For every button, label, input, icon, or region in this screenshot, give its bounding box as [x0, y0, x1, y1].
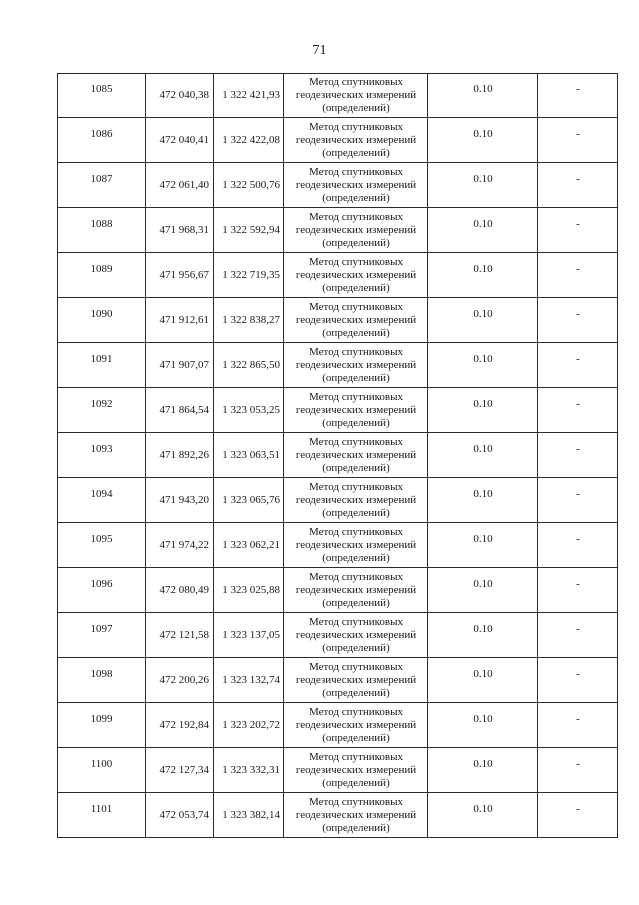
table-row: [57, 208, 618, 253]
y-coordinate-cell: 1 323 062,21: [214, 523, 284, 568]
point-number-cell: 1091: [57, 343, 146, 388]
accuracy-cell: 0.10: [428, 748, 538, 793]
y-coordinate-cell: 1 323 137,05: [214, 613, 284, 658]
y-coordinate-cell: 1 322 865,50: [214, 343, 284, 388]
point-number-cell: 1093: [57, 433, 146, 478]
point-number-cell: 1088: [57, 208, 146, 253]
x-coordinate-cell: 472 192,84: [146, 703, 214, 748]
point-number-cell: 1094: [57, 478, 146, 523]
method-cell: [284, 703, 428, 748]
accuracy-cell: 0.10: [428, 703, 538, 748]
method-text: Метод спутниковых геодезических измерений (определений): [295, 751, 417, 789]
table-row: [57, 793, 618, 838]
method-text: Метод спутниковых геодезических измерений (определений): [295, 166, 417, 204]
note-cell: -: [538, 523, 618, 568]
method-cell: [284, 163, 428, 208]
note-cell: -: [538, 613, 618, 658]
y-coordinate-cell: 1 322 592,94: [214, 208, 284, 253]
method-cell: [284, 793, 428, 838]
note-cell: -: [538, 253, 618, 298]
accuracy-cell: 0.10: [428, 433, 538, 478]
method-cell: [284, 253, 428, 298]
accuracy-cell: 0.10: [428, 568, 538, 613]
x-coordinate-cell: 472 061,40: [146, 163, 214, 208]
point-number-cell: 1096: [57, 568, 146, 613]
point-number-cell: 1100: [57, 748, 146, 793]
method-text: Метод спутниковых геодезических измерений (определений): [295, 301, 417, 339]
table-row: [57, 343, 618, 388]
table-row: [57, 73, 618, 118]
method-text: Метод спутниковых геодезических измерений (определений): [295, 796, 417, 834]
point-number-cell: 1089: [57, 253, 146, 298]
x-coordinate-cell: 472 053,74: [146, 793, 214, 838]
note-cell: -: [538, 748, 618, 793]
x-coordinate-cell: 471 956,67: [146, 253, 214, 298]
note-cell: -: [538, 433, 618, 478]
method-text: Метод спутниковых геодезических измерений (определений): [295, 436, 417, 474]
method-text: Метод спутниковых геодезических измерений (определений): [295, 571, 417, 609]
point-number-cell: 1101: [57, 793, 146, 838]
method-cell: [284, 658, 428, 703]
x-coordinate-cell: 471 907,07: [146, 343, 214, 388]
table-row: [57, 658, 618, 703]
y-coordinate-cell: 1 322 838,27: [214, 298, 284, 343]
method-cell: [284, 433, 428, 478]
accuracy-cell: 0.10: [428, 658, 538, 703]
x-coordinate-cell: 471 968,31: [146, 208, 214, 253]
table-row: [57, 613, 618, 658]
table-row: [57, 163, 618, 208]
table-row: [57, 388, 618, 433]
method-cell: [284, 568, 428, 613]
accuracy-cell: 0.10: [428, 478, 538, 523]
x-coordinate-cell: 471 912,61: [146, 298, 214, 343]
point-number-cell: 1098: [57, 658, 146, 703]
x-coordinate-cell: 472 080,49: [146, 568, 214, 613]
y-coordinate-cell: 1 323 025,88: [214, 568, 284, 613]
method-text: Метод спутниковых геодезических измерений (определений): [295, 346, 417, 384]
method-text: Метод спутниковых геодезических измерений (определений): [295, 616, 417, 654]
method-text: Метод спутниковых геодезических измерений (определений): [295, 481, 417, 519]
x-coordinate-cell: 471 892,26: [146, 433, 214, 478]
x-coordinate-cell: 472 121,58: [146, 613, 214, 658]
method-cell: [284, 118, 428, 163]
method-cell: [284, 298, 428, 343]
note-cell: -: [538, 73, 618, 118]
method-cell: [284, 208, 428, 253]
method-cell: [284, 613, 428, 658]
point-number-cell: 1095: [57, 523, 146, 568]
y-coordinate-cell: 1 323 132,74: [214, 658, 284, 703]
table-row: [57, 703, 618, 748]
accuracy-cell: 0.10: [428, 253, 538, 298]
note-cell: -: [538, 343, 618, 388]
y-coordinate-cell: 1 323 053,25: [214, 388, 284, 433]
y-coordinate-cell: 1 323 065,76: [214, 478, 284, 523]
note-cell: -: [538, 658, 618, 703]
accuracy-cell: 0.10: [428, 613, 538, 658]
accuracy-cell: 0.10: [428, 343, 538, 388]
method-cell: [284, 73, 428, 118]
y-coordinate-cell: 1 322 422,08: [214, 118, 284, 163]
point-number-cell: 1087: [57, 163, 146, 208]
table-row: [57, 118, 618, 163]
y-coordinate-cell: 1 322 719,35: [214, 253, 284, 298]
page-number: 71: [312, 43, 327, 58]
method-text: Метод спутниковых геодезических измерений (определений): [295, 706, 417, 744]
note-cell: -: [538, 568, 618, 613]
method-cell: [284, 523, 428, 568]
y-coordinate-cell: 1 322 500,76: [214, 163, 284, 208]
x-coordinate-cell: 472 040,38: [146, 73, 214, 118]
accuracy-cell: 0.10: [428, 388, 538, 433]
table-row: [57, 523, 618, 568]
accuracy-cell: 0.10: [428, 298, 538, 343]
method-text: Метод спутниковых геодезических измерений (определений): [295, 256, 417, 294]
point-number-cell: 1097: [57, 613, 146, 658]
x-coordinate-cell: 472 127,34: [146, 748, 214, 793]
method-cell: [284, 388, 428, 433]
method-text: Метод спутниковых геодезических измерений (определений): [295, 391, 417, 429]
note-cell: -: [538, 478, 618, 523]
table-row: [57, 748, 618, 793]
note-cell: -: [538, 163, 618, 208]
method-cell: [284, 748, 428, 793]
x-coordinate-cell: 472 200,26: [146, 658, 214, 703]
table-row: [57, 433, 618, 478]
x-coordinate-cell: 471 864,54: [146, 388, 214, 433]
method-text: Метод спутниковых геодезических измерений (определений): [295, 526, 417, 564]
table-row: [57, 568, 618, 613]
accuracy-cell: 0.10: [428, 208, 538, 253]
point-number-cell: 1090: [57, 298, 146, 343]
x-coordinate-cell: 471 943,20: [146, 478, 214, 523]
coordinates-table: [57, 73, 618, 838]
note-cell: -: [538, 208, 618, 253]
table-row: [57, 253, 618, 298]
point-number-cell: 1099: [57, 703, 146, 748]
accuracy-cell: 0.10: [428, 118, 538, 163]
y-coordinate-cell: 1 323 332,31: [214, 748, 284, 793]
point-number-cell: 1086: [57, 118, 146, 163]
coordinates-table-body: [57, 73, 618, 838]
accuracy-cell: 0.10: [428, 793, 538, 838]
method-text: Метод спутниковых геодезических измерений (определений): [295, 76, 417, 114]
method-text: Метод спутниковых геодезических измерений (определений): [295, 121, 417, 159]
y-coordinate-cell: 1 323 063,51: [214, 433, 284, 478]
note-cell: -: [538, 298, 618, 343]
accuracy-cell: 0.10: [428, 163, 538, 208]
y-coordinate-cell: 1 322 421,93: [214, 73, 284, 118]
table-row: [57, 298, 618, 343]
accuracy-cell: 0.10: [428, 523, 538, 568]
note-cell: -: [538, 118, 618, 163]
x-coordinate-cell: 471 974,22: [146, 523, 214, 568]
table-row: [57, 478, 618, 523]
method-text: Метод спутниковых геодезических измерений (определений): [295, 661, 417, 699]
y-coordinate-cell: 1 323 202,72: [214, 703, 284, 748]
method-cell: [284, 343, 428, 388]
method-cell: [284, 478, 428, 523]
x-coordinate-cell: 472 040,41: [146, 118, 214, 163]
method-text: Метод спутниковых геодезических измерений (определений): [295, 211, 417, 249]
point-number-cell: 1085: [57, 73, 146, 118]
note-cell: -: [538, 793, 618, 838]
y-coordinate-cell: 1 323 382,14: [214, 793, 284, 838]
note-cell: -: [538, 703, 618, 748]
accuracy-cell: 0.10: [428, 73, 538, 118]
point-number-cell: 1092: [57, 388, 146, 433]
note-cell: -: [538, 388, 618, 433]
